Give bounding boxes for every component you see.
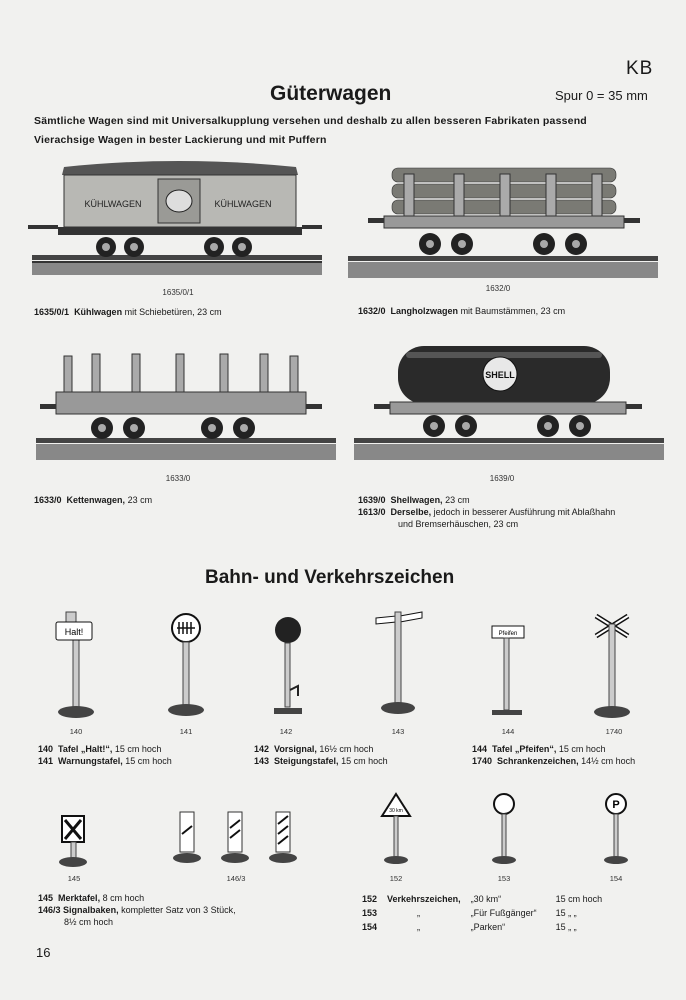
caption-1633: 1633/0 Kettenwagen, 23 cm: [34, 495, 153, 505]
page-number: 16: [36, 945, 51, 960]
wagon-side-text-right: KÜHLWAGEN: [214, 199, 272, 209]
caption-1639: 1639/0 Shellwagen, 23 cm 1613/0 Derselbe, jedoch in besserer Ausführung mit Ablaßhahn und Bremserhäuschen, 23 cm: [358, 495, 616, 529]
svg-text:Halt!: Halt!: [64, 627, 84, 637]
table-row: 153 „ „Für Fußgänger“ 15 „ „: [362, 908, 577, 918]
sign-code-146-3: 146/3: [226, 874, 246, 883]
kuehlwagen-illustration: [28, 155, 328, 285]
caption-signs-145-146: 145 Merktafel, 8 cm hoch 146/3 Signalbaken, kompletter Satz von 3 Stück, 8½ cm hoch: [38, 893, 236, 927]
caption-signs-140-141: 140 Tafel „Halt!“, 15 cm hoch 141 Warnungstafel, 15 cm hoch: [38, 744, 172, 766]
sign-1740-schranke-illustration: [590, 610, 640, 720]
sign-153-fussgaenger-illustration: [488, 792, 528, 867]
wagon-code-1633: 1633/0: [165, 474, 191, 483]
sign-145-merktafel-illustration: [56, 812, 96, 872]
table-row: 154 „ „Parken“ 15 „ „: [362, 922, 577, 932]
section-title-signs: Bahn- und Verkehrszeichen: [205, 567, 455, 588]
gauge-label: Spur 0 = 35 mm: [555, 88, 648, 103]
sign-code-153: 153: [497, 874, 511, 883]
sign-143-steigung-illustration: [370, 606, 430, 716]
sign-142-vorsignal-illustration: [266, 610, 316, 720]
table-row: 152 Verkehrszeichen, „30 km“ 15 cm hoch: [362, 894, 603, 904]
wagon-code-1635: 1635/0/1: [162, 288, 194, 297]
svg-text:Pfeifen: Pfeifen: [498, 631, 518, 637]
sign-154-parken-illustration: [600, 792, 640, 867]
description-line-1: Sämtliche Wagen sind mit Universalkupplung versehen und deshalb zu allen besseren Fabrikaten passend: [34, 115, 587, 127]
shell-logo-text: SHELL: [485, 370, 515, 380]
sign-code-154: 154: [609, 874, 623, 883]
sign-141-warnung-illustration: [164, 610, 214, 720]
sign-code-142: 142: [279, 727, 293, 736]
caption-signs-144-1740: 144 Tafel „Pfeifen“, 15 cm hoch 1740 Schrankenzeichen, 14½ cm hoch: [472, 744, 636, 766]
sign-code-144: 144: [501, 727, 515, 736]
svg-text:P: P: [612, 799, 620, 811]
sign-code-1740: 1740: [605, 727, 623, 736]
page-corner-label: KB: [626, 58, 654, 79]
caption-signs-152-154: [362, 892, 603, 934]
sign-144-pfeifen-illustration: [486, 618, 536, 728]
sign-code-143: 143: [391, 727, 405, 736]
wagon-code-1632: 1632/0: [485, 284, 511, 293]
sign-code-140: 140: [69, 727, 83, 736]
sign-code-152: 152: [389, 874, 403, 883]
wagon-side-text-left: KÜHLWAGEN: [84, 199, 142, 209]
langholzwagen-illustration: [348, 160, 658, 280]
sign-140-halt-illustration: [52, 610, 102, 720]
description-line-2: Vierachsige Wagen in bester Lackierung und mit Puffern: [34, 134, 327, 146]
caption-1632: 1632/0 Langholzwagen mit Baumstämmen, 23 cm: [358, 306, 566, 316]
caption-1635: 1635/0/1 Kühlwagen mit Schiebetüren, 23 cm: [34, 307, 222, 317]
kettenwagen-illustration: [36, 350, 336, 470]
shellwagen-illustration: [354, 338, 664, 463]
wagon-code-1639: 1639/0: [489, 474, 515, 483]
sign-code-141: 141: [179, 727, 193, 736]
caption-signs-142-143: 142 Vorsignal, 16½ cm hoch 143 Steigungstafel, 15 cm hoch: [254, 744, 388, 766]
svg-text:30 km: 30 km: [389, 808, 403, 814]
sign-152-30km-illustration: [380, 792, 420, 867]
sign-code-145: 145: [67, 874, 81, 883]
sign-146-signalbaken-illustration: [168, 808, 308, 868]
page-title: Güterwagen: [270, 82, 392, 105]
